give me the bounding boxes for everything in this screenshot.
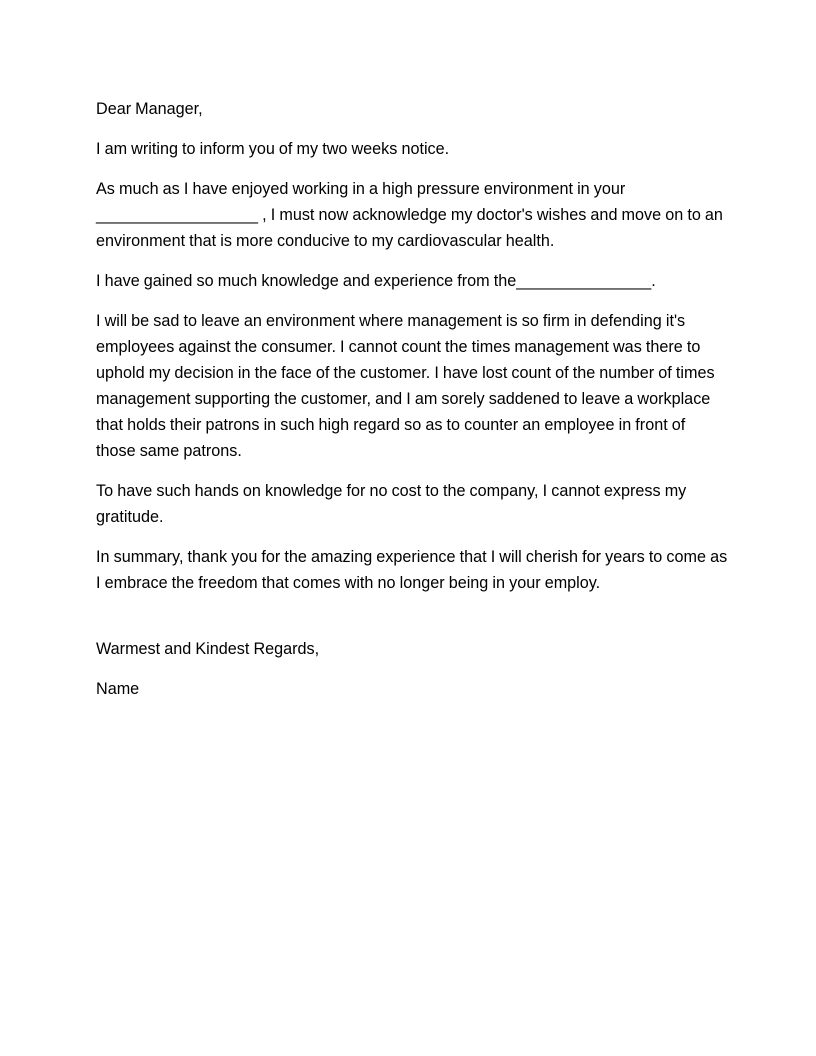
intro-paragraph: I am writing to inform you of my two weeks notice.	[96, 140, 450, 158]
knowledge-paragraph	[96, 268, 728, 294]
workplace-blank[interactable]: __________________	[96, 206, 259, 224]
experience-blank[interactable]: _______________	[516, 272, 652, 290]
pressure-paragraph	[96, 176, 728, 254]
summary-paragraph: In summary, thank you for the amazing experience that I will cherish for years to come as I embrace the freedom that comes with no longer being in your employ.	[96, 548, 728, 592]
knowledge-text-start: I have gained so much knowledge and experience from the	[96, 272, 517, 290]
knowledge-text-end: .	[651, 272, 656, 290]
pressure-text-end: , I must now acknowledge my doctor's wishes and move on to an environment that is more conducive to my cardiovascular health.	[96, 206, 723, 250]
letter-body	[96, 96, 728, 716]
closing-line: Warmest and Kindest Regards,	[96, 640, 320, 658]
signature-name: Name	[96, 680, 140, 698]
salutation: Dear Manager,	[96, 100, 203, 118]
pressure-text-start: As much as I have enjoyed working in a high pressure environment in your	[96, 180, 626, 198]
gratitude-paragraph: To have such hands on knowledge for no cost to the company, I cannot express my gratitude.	[96, 482, 687, 526]
management-paragraph: I will be sad to leave an environment where management is so firm in defending it's employees against the consumer. I cannot count the times management was there to uphold my decision in the face of the customer. I have lost count of the number of times management supporting the customer, and I am sorely saddened to leave a workplace that holds their patrons in such high regard so as to counter an employee in front of those same patrons.	[96, 312, 715, 460]
